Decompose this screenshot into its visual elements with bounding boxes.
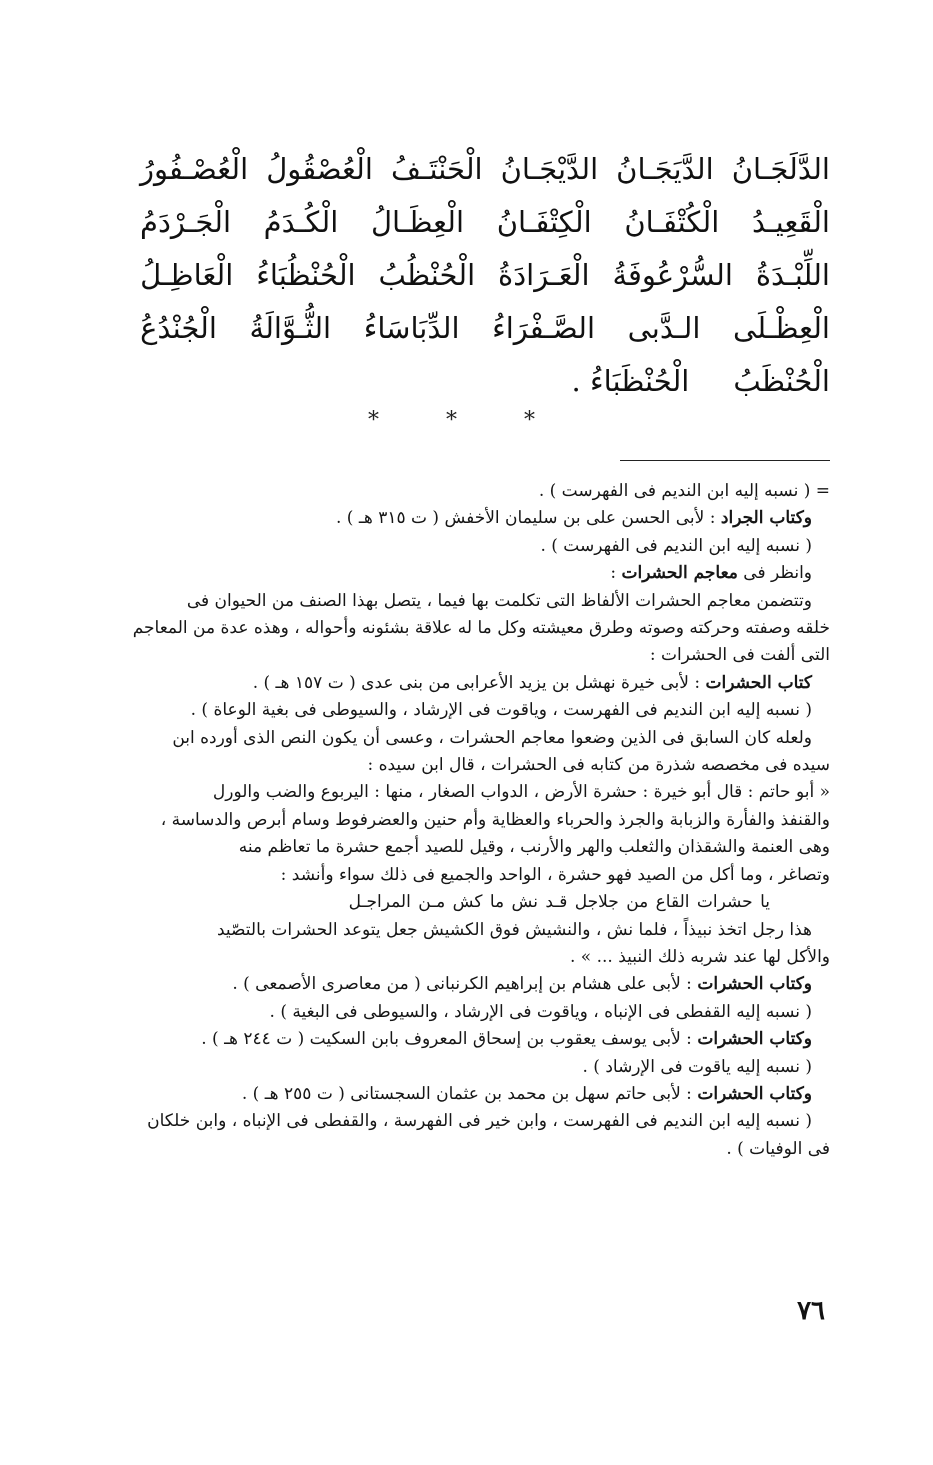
note-line xyxy=(60,725,830,752)
note-text: ( نسبه إليه ابن النديم فى الفهرست ، وابن خير فى الفهرسة ، والقفطى فى الإنباه ، وابن خلكان xyxy=(147,1111,812,1132)
vocabulary-word: اللِّبْـدَةُ xyxy=(755,258,830,292)
note-line xyxy=(60,917,830,944)
note-line xyxy=(60,971,830,998)
note-line xyxy=(60,615,830,642)
note-text: هذا رجل اتخذ نبيذاً ، فلما نش ، والنشيش فوق الكشيش جعل يتوعد الحشرات بالتصّيد xyxy=(216,919,812,940)
note-text: : لأبى الحسن على بن سليمان الأخفش ( ت ٣١٥ هـ ) . xyxy=(336,508,721,529)
note-text: : xyxy=(610,563,622,584)
vocabulary-row xyxy=(140,302,830,355)
vocabulary-word: الـدَّبى xyxy=(627,311,701,345)
note-text: والأكل لها عند شربه ذلك النبيذ ... » . xyxy=(570,946,830,967)
note-line xyxy=(60,1026,830,1053)
vocabulary-word: الدِّبَاسَاءُ xyxy=(363,311,460,345)
note-line xyxy=(60,642,830,669)
note-text: فى الوفيات ) . xyxy=(726,1138,830,1159)
note-text: وتصاغر ، وما أكل من الصيد فهو حشرة ، الواحد والجميع فى ذلك سواء وأنشد : xyxy=(280,864,830,885)
vocabulary-grid xyxy=(140,143,830,408)
book-title: كتاب الحشرات xyxy=(705,672,812,693)
note-text: ( نسبه إليه ابن النديم فى الفهرست ، وياقوت فى الإرشاد ، والسيوطى فى بغية الوعاة ) . xyxy=(190,700,812,721)
note-line xyxy=(60,478,830,505)
verse-line xyxy=(60,889,830,916)
section-heading: معاجم الحشرات xyxy=(621,563,738,584)
note-text: ولعله كان السابق فى الذين وضعوا معاجم الحشرات ، وعسى أن يكون النص الذى أورده ابن xyxy=(172,727,812,748)
note-line xyxy=(60,1108,830,1135)
note-text: ( نسبه إليه ياقوت فى الإرشاد ) . xyxy=(582,1056,812,1077)
note-line xyxy=(60,944,830,971)
footnotes-body xyxy=(60,478,830,1163)
vocabulary-word: الْعِظْـلَى xyxy=(733,311,830,345)
vocabulary-word: الْعَاظِـلُ xyxy=(140,258,234,292)
note-text: وانظر فى xyxy=(737,563,812,584)
vocabulary-word: الْعَـرَادَةُ xyxy=(498,258,590,292)
vocabulary-word: الْكُتْفَـانُ xyxy=(624,205,720,239)
vocabulary-word: الْحَنْتَـفُ xyxy=(390,152,483,186)
note-line xyxy=(60,807,830,834)
note-text: يا حشرات القاع من جلاجل قـد نش ما كش مـن المراجـل xyxy=(348,892,770,913)
vocabulary-row xyxy=(140,196,830,249)
note-line xyxy=(60,779,830,806)
note-text: خلقه وصفته وحركته وصوته وطرق معيشته وكل ما له علاقة بشئونه وأحواله ، وهذه عدة من المعاجم xyxy=(132,618,830,639)
section-separator: * * * xyxy=(368,408,565,433)
vocabulary-word: الْحُنْظُبَاءُ xyxy=(256,258,356,292)
note-text: : لأبى حاتم سهل بن محمد بن عثمان السجستانى ( ت ٢٥٥ هـ ) . xyxy=(241,1083,698,1104)
book-title: وكتاب الحشرات xyxy=(697,1083,812,1104)
note-line xyxy=(60,752,830,779)
note-text: والقنفذ والفأرة والزبابة والجرذ والحرباء والعظاية وأم حنين والعضرفوط وسام أبرص والدساسة ، xyxy=(160,809,830,830)
book-title: وكتاب الحشرات xyxy=(697,974,812,995)
vocabulary-word: الْكِتْفَـانُ xyxy=(496,205,592,239)
note-line xyxy=(60,1054,830,1081)
note-line xyxy=(60,533,830,560)
note-line xyxy=(60,1081,830,1108)
vocabulary-word: الْكُـدَمُ xyxy=(263,205,339,239)
vocabulary-word: الْعُصْـفُورُ xyxy=(140,152,249,186)
note-text: ( نسبه إليه ابن النديم فى الفهرست ) . xyxy=(540,535,812,556)
book-title: وكتاب الحشرات xyxy=(697,1029,812,1050)
vocabulary-word: الصَّـفْرَاءُ xyxy=(492,311,595,345)
note-line xyxy=(60,862,830,889)
vocabulary-row xyxy=(140,143,830,196)
vocabulary-word: الْعِظَـالُ xyxy=(370,205,465,239)
note-line xyxy=(60,834,830,861)
note-line xyxy=(60,505,830,532)
vocabulary-word: الدَّيْجَـانُ xyxy=(500,152,599,186)
note-text: ( نسبه إليه القفطى فى الإنباه ، وياقوت فى الإرشاد ، والسيوطى فى البغية ) . xyxy=(269,1001,812,1022)
vocabulary-word: الدَّلَجَـانُ xyxy=(731,152,830,186)
note-text: وتتضمن معاجم الحشرات الألفاظ التى تكلمت بها فيما ، يتصل بهذا الصنف من الحيوان فى xyxy=(186,590,812,611)
note-line xyxy=(60,560,830,587)
vocabulary-word: الْجَـرْدَمُ xyxy=(140,205,231,239)
footnote-rule xyxy=(620,460,830,461)
vocabulary-word: الْحُنْظَبُ xyxy=(733,364,830,398)
note-line xyxy=(60,670,830,697)
page-number: ٧٦ xyxy=(797,1296,825,1326)
vocabulary-word: الثُّـوَّالَةُ xyxy=(249,311,332,345)
book-title: وكتاب الجراد xyxy=(720,508,812,529)
vocabulary-row xyxy=(140,249,830,302)
note-text: التى ألفت فى الحشرات : xyxy=(649,645,830,666)
note-line xyxy=(60,588,830,615)
note-text: سيده فى مخصصه شذرة من كتابه فى الحشرات ، قال ابن سيده : xyxy=(367,755,830,776)
note-text: : لأبى على هشام بن إبراهيم الكرنبانى ( من معاصرى الأصمعى ) . xyxy=(232,974,698,995)
note-line xyxy=(60,1136,830,1163)
note-text: وهى العنمة والشقذان والثعلب والهر والأرنب ، وقيل للصيد أجمع حشرة ما تعاظم منه xyxy=(238,837,830,858)
note-line xyxy=(60,697,830,724)
note-text: : لأبى يوسف يعقوب بن إسحاق المعروف بابن السكيت ( ت ٢٤٤ هـ ) . xyxy=(201,1029,698,1050)
note-text: : لأبى خيرة نهشل بن يزيد الأعرابى من بنى عدى ( ت ١٥٧ هـ ) . xyxy=(252,672,706,693)
vocabulary-word: السُّرْعُوفَةُ xyxy=(612,258,733,292)
vocabulary-word: الدَّيَجَـانُ xyxy=(616,152,714,186)
note-line xyxy=(60,999,830,1026)
vocabulary-word: الْقَعِيـدُ xyxy=(751,205,830,239)
note-text: « أبو حاتم : قال أبو خيرة : حشرة الأرض ، الدواب الصغار ، منها : اليربوع والضب والورل xyxy=(212,782,830,803)
vocabulary-word: الْجُنْدُعُ xyxy=(140,311,217,345)
vocabulary-row xyxy=(140,355,830,408)
note-text: = ( نسبه إليه ابن النديم فى الفهرست ) . xyxy=(538,481,830,501)
vocabulary-word: الْحُنْظَبَاءُ . xyxy=(571,364,690,398)
vocabulary-word: الْعُصْقُولُ xyxy=(266,152,373,186)
vocabulary-word: الْحُنْظُبُ xyxy=(378,258,476,292)
